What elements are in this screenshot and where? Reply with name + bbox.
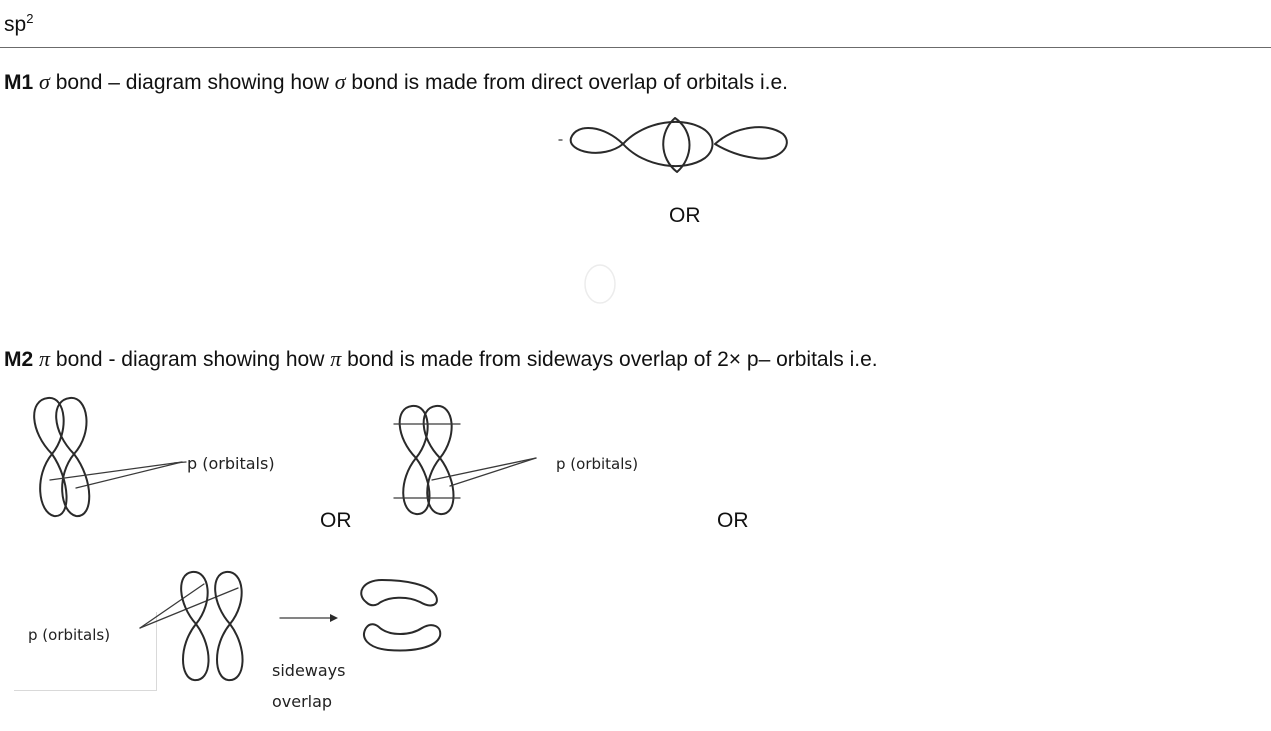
sigma-symbol: σ	[39, 69, 50, 94]
m2-marker: M2	[4, 348, 34, 371]
m1-text-after: bond is made from direct overlap of orbitals i.e.	[345, 71, 788, 94]
diagram3-caption-line1: sideways	[272, 661, 346, 680]
faint-orbital-outline	[580, 262, 620, 306]
m2-text-before: bond - diagram showing how	[50, 348, 331, 371]
diagram1-label: p (orbitals)	[187, 454, 275, 473]
answer-base: sp	[4, 13, 27, 36]
pi-diagram-2	[388, 400, 548, 520]
diagram2-label: p (orbitals)	[556, 455, 639, 473]
diagram3-label: p (orbitals)	[28, 626, 111, 644]
m1-statement	[4, 69, 788, 96]
sigma-bond-diagram	[555, 112, 800, 178]
answer-superscript: 2	[26, 11, 34, 26]
header-divider	[0, 47, 1271, 48]
m2-or-label-1: OR	[320, 509, 352, 532]
diagram3-caption-line2: overlap	[272, 692, 333, 711]
m1-text-before: bond – diagram showing how	[49, 71, 335, 94]
pi-symbol: π	[39, 346, 51, 371]
pi-diagram-1	[28, 392, 198, 524]
m2-or-label-2: OR	[717, 509, 749, 532]
m1-marker: M1	[4, 71, 34, 94]
m2-statement	[4, 346, 878, 373]
m2-text-after: bond is made from sideways overlap of 2× p– orbitals i.e.	[341, 348, 878, 371]
m1-or-label: OR	[669, 204, 701, 227]
pi-symbol-2: π	[330, 346, 342, 371]
answer-text	[4, 6, 33, 38]
sigma-symbol-2: σ	[334, 69, 346, 94]
